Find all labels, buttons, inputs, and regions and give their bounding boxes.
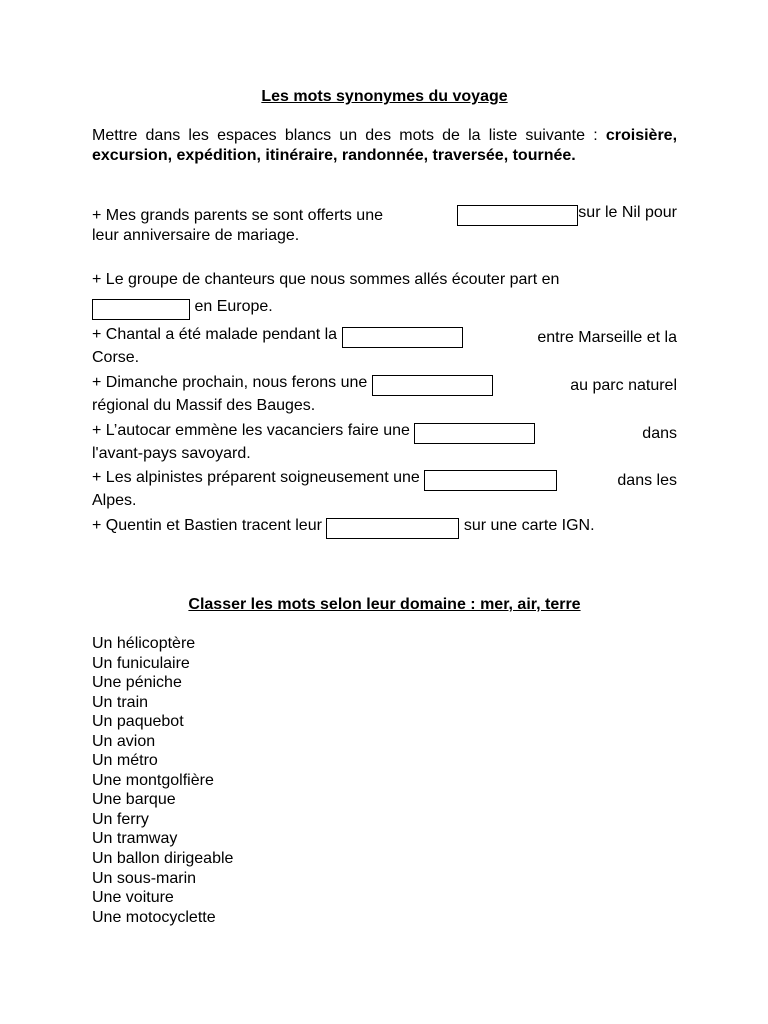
- exercise-7-after: sur une carte IGN.: [463, 517, 595, 534]
- exercise-3-after: entre Marseille et la: [537, 328, 677, 346]
- list-item: Une barque: [92, 791, 176, 809]
- exercise-6-before: + Les alpinistes préparent soigneusement une: [92, 469, 420, 486]
- exercise-1-answer-field[interactable]: [457, 205, 578, 226]
- exercise-4-before: + Dimanche prochain, nous ferons une: [92, 374, 368, 391]
- list-item: Une voiture: [92, 889, 174, 907]
- instructions: [92, 126, 677, 165]
- exercise-5: [92, 421, 677, 465]
- exercise-4: [92, 373, 677, 417]
- list-item: Un hélicoptère: [92, 635, 196, 652]
- exercise-1: [92, 203, 677, 247]
- exercise-4-answer-field[interactable]: [372, 375, 493, 396]
- exercise-7-answer-field[interactable]: [326, 518, 459, 539]
- exercise-3-continuation: Corse.: [92, 349, 140, 366]
- exercise-2-answer-field[interactable]: [92, 299, 190, 320]
- exercise-4-after: au parc naturel: [570, 376, 677, 394]
- list-item: Un avion: [92, 732, 156, 750]
- exercise-2-after: en Europe.: [194, 297, 273, 315]
- list-item: Une montgolfière: [92, 771, 214, 789]
- classification-title: Classer les mots selon leur domaine : mer, air, terre: [188, 596, 581, 613]
- list-item: Un tramway: [92, 830, 178, 848]
- exercise-6-continuation: Alpes.: [92, 492, 137, 509]
- exercise-6-answer-field[interactable]: [424, 470, 557, 491]
- exercise-1-before: + Mes grands parents se sont offerts une: [92, 206, 383, 224]
- exercise-2-before: + Le groupe de chanteurs que nous sommes allés écouter part en: [92, 271, 560, 288]
- exercise-5-answer-field[interactable]: [414, 423, 535, 444]
- list-item: Un métro: [92, 752, 158, 770]
- vehicle-list: [92, 634, 233, 927]
- exercise-5-continuation: l'avant-pays savoyard.: [92, 445, 251, 462]
- list-item: Une péniche: [92, 674, 182, 692]
- worksheet-title: Les mots synonymes du voyage: [261, 88, 508, 105]
- exercise-3-answer-field[interactable]: [342, 327, 463, 348]
- word-list-bank: croisière, excursion, expédition, itinéraire, randonnée, traversée, tournée.: [92, 127, 678, 164]
- instructions-intro: Mettre dans les espaces blancs un des mots de la liste suivante :: [92, 127, 598, 144]
- exercise-1-after: sur le Nil pour: [578, 204, 677, 221]
- exercise-7-before: + Quentin et Bastien tracent leur: [92, 517, 322, 534]
- list-item: Un train: [92, 693, 149, 711]
- list-item: Un sous-marin: [92, 869, 197, 887]
- list-item: Une motocyclette: [92, 908, 216, 926]
- exercise-5-after: dans: [642, 424, 677, 442]
- exercise-6-after: dans les: [617, 471, 677, 489]
- exercise-3-before: + Chantal a été malade pendant la: [92, 326, 338, 343]
- list-item: Un paquebot: [92, 713, 184, 731]
- list-item: Un ballon dirigeable: [92, 850, 234, 868]
- exercise-1-continuation: leur anniversaire de mariage.: [92, 227, 300, 244]
- exercise-5-before: + L’autocar emmène les vacanciers faire une: [92, 422, 410, 439]
- exercise-2: [92, 270, 677, 320]
- exercise-3: [92, 325, 677, 369]
- exercise-4-continuation: régional du Massif des Bauges.: [92, 397, 316, 414]
- exercise-7: [92, 516, 677, 539]
- list-item: Un ferry: [92, 810, 149, 828]
- exercise-6: [92, 468, 677, 512]
- list-item: Un funiculaire: [92, 654, 190, 672]
